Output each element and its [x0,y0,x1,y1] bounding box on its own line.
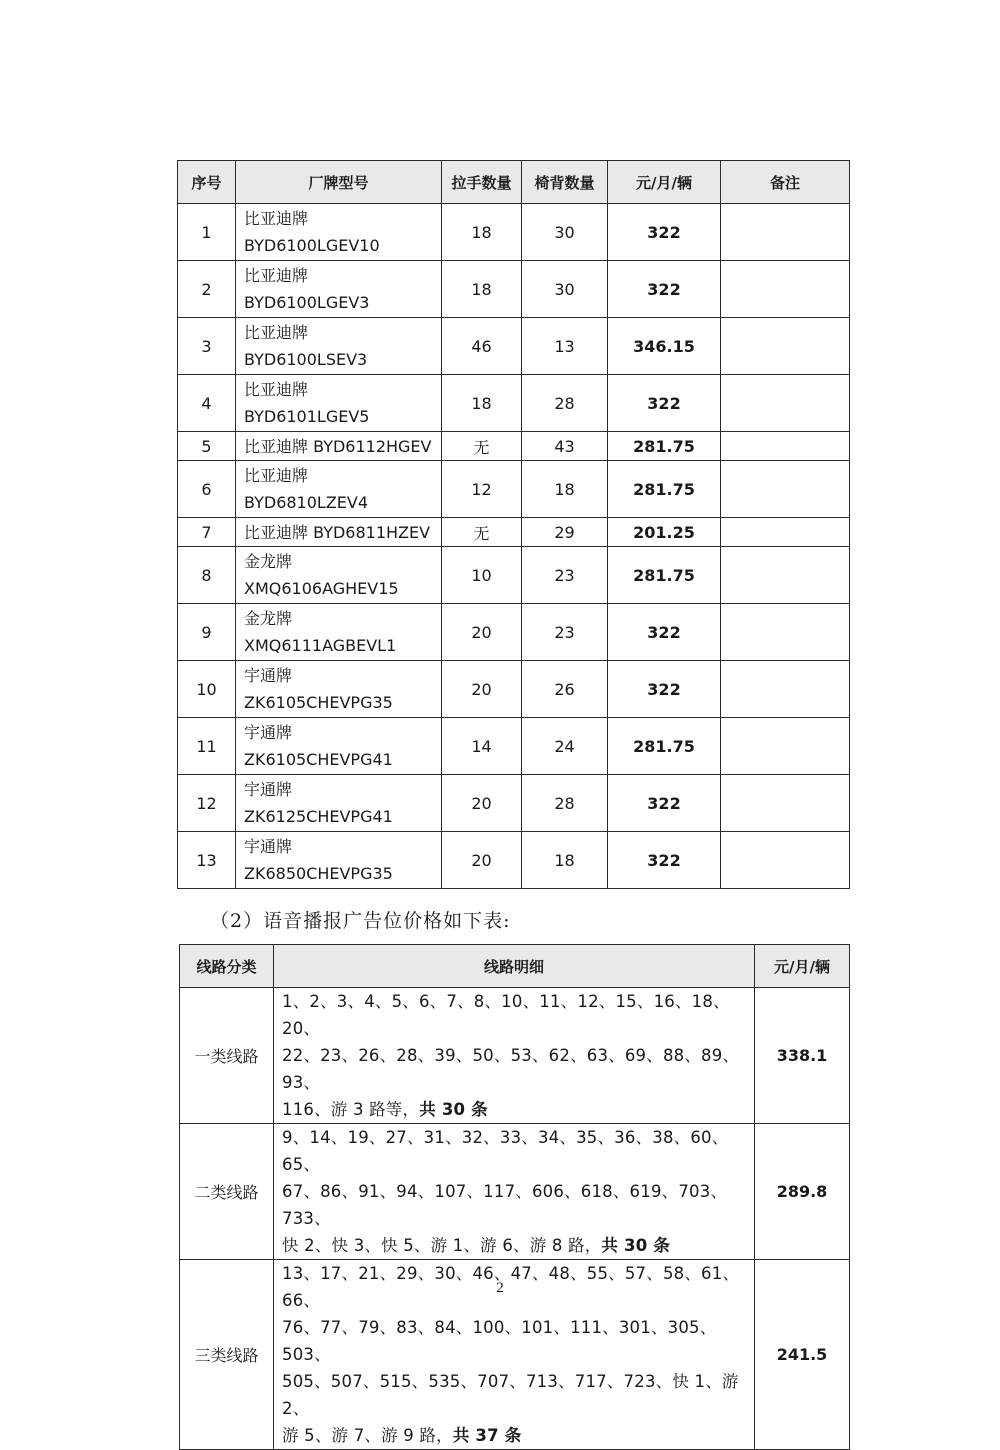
price-cell: 281.75 [608,718,721,775]
header-cell: 元/月/辆 [755,945,850,988]
table-row [178,547,850,604]
brand-name: 宇通牌 [244,723,293,742]
brand-name: 宇通牌 [244,837,293,856]
vehicle-price-table [177,160,850,889]
route-count: 共 30 条 [601,1236,671,1255]
header-cell: 椅背数量 [522,161,608,204]
seats-cell: 18 [522,832,608,889]
header-cell: 备注 [721,161,850,204]
handles-cell: 18 [442,261,522,318]
brand-name: 比亚迪牌 [244,209,309,228]
seats-cell: 23 [522,604,608,661]
brand-model-cell [236,775,442,832]
route-list-tail: 快 2、快 3、快 5、游 1、游 6、游 8 路， [282,1236,602,1255]
row-number-cell: 8 [178,547,236,604]
route-list-tail: 游 5、游 7、游 9 路， [282,1426,453,1445]
header-cell: 拉手数量 [442,161,522,204]
table-row [178,775,850,832]
route-category-cell: 一类线路 [180,988,274,1124]
route-count: 共 30 条 [419,1100,488,1119]
price-cell: 322 [608,775,721,832]
seats-cell: 23 [522,547,608,604]
route-list-line [282,1096,746,1123]
route-detail-cell [274,988,755,1124]
header-cell: 序号 [178,161,236,204]
brand-model-cell: 比亚迪牌 BYD6811HZEV [236,518,442,547]
route-list-line: 67、86、91、94、107、117、606、618、619、703、733、 [282,1182,728,1228]
handles-cell: 无 [442,518,522,547]
handles-cell: 无 [442,432,522,461]
header-cell: 线路明细 [274,945,755,988]
brand-name: 金龙牌 [244,609,293,628]
brand-model-cell [236,318,442,375]
model-code: BYD6810LZEV4 [244,493,369,512]
note-cell [721,204,850,261]
price-cell: 322 [608,204,721,261]
row-number-cell: 12 [178,775,236,832]
row-number-cell: 13 [178,832,236,889]
handles-cell: 20 [442,661,522,718]
handles-cell: 20 [442,604,522,661]
brand-model-cell [236,832,442,889]
price-cell: 201.25 [608,518,721,547]
route-price-table [179,944,850,1450]
price-cell: 289.8 [755,1124,850,1260]
handles-cell: 20 [442,832,522,889]
brand-name: 比亚迪牌 [244,380,309,399]
price-cell: 322 [608,261,721,318]
model-code: BYD6100LGEV10 [244,236,380,255]
route-category-cell: 二类线路 [180,1124,274,1260]
price-cell: 241.5 [755,1260,850,1450]
seats-cell: 30 [522,204,608,261]
price-cell: 281.75 [608,547,721,604]
note-cell [721,518,850,547]
route-list-line: 13、17、21、29、30、46、47、48、55、57、58、61、66、 [282,1264,740,1310]
row-number-cell: 3 [178,318,236,375]
row-number-cell: 4 [178,375,236,432]
row-number-cell: 5 [178,432,236,461]
note-cell [721,261,850,318]
brand-name: 宇通牌 [244,666,293,685]
brand-name: 宇通牌 [244,780,293,799]
brand-model-cell [236,661,442,718]
route-list-line: 505、507、515、535、707、713、717、723、快 1、游 2、 [282,1372,739,1418]
table-row [178,204,850,261]
model-code: BYD6100LSEV3 [244,350,368,369]
seats-cell: 28 [522,375,608,432]
brand-name: 金龙牌 [244,552,293,571]
route-list-line [282,1422,746,1449]
seats-cell: 28 [522,775,608,832]
table-row [178,318,850,375]
row-number-cell: 10 [178,661,236,718]
route-list-line: 1、2、3、4、5、6、7、8、10、11、12、15、16、18、20、 [282,992,730,1038]
brand-model-cell [236,547,442,604]
model-code: ZK6105CHEVPG35 [244,693,393,712]
seats-cell: 29 [522,518,608,547]
table-row [178,718,850,775]
brand-model-cell [236,261,442,318]
section-caption: （2）语音播报广告位价格如下表: [210,910,511,932]
price-cell: 281.75 [608,432,721,461]
seats-cell: 24 [522,718,608,775]
price-cell: 346.15 [608,318,721,375]
brand-model-cell [236,461,442,518]
row-number-cell: 6 [178,461,236,518]
table-row [178,432,850,461]
table-row [178,604,850,661]
route-detail-cell [274,1124,755,1260]
price-cell: 322 [608,832,721,889]
handles-cell: 12 [442,461,522,518]
route-list-line: 9、14、19、27、31、32、33、34、35、36、38、60、65、 [282,1128,729,1174]
row-number-cell: 1 [178,204,236,261]
table-row [178,461,850,518]
model-code: ZK6850CHEVPG35 [244,864,393,883]
note-cell [721,318,850,375]
table-header-row [180,945,850,988]
model-code: ZK6125CHEVPG41 [244,807,393,826]
note-cell [721,547,850,604]
note-cell [721,432,850,461]
route-category-cell: 三类线路 [180,1260,274,1450]
table-row [178,518,850,547]
route-list-tail: 116、游 3 路等， [282,1100,420,1119]
table-row [178,661,850,718]
note-cell [721,775,850,832]
note-cell [721,832,850,889]
brand-model-cell [236,204,442,261]
seats-cell: 26 [522,661,608,718]
note-cell [721,661,850,718]
row-number-cell: 9 [178,604,236,661]
table-row [178,261,850,318]
note-cell [721,604,850,661]
brand-name: 比亚迪牌 [244,266,309,285]
brand-model-cell [236,604,442,661]
model-code: ZK6105CHEVPG41 [244,750,393,769]
brand-model-cell [236,718,442,775]
note-cell [721,461,850,518]
model-code: BYD6101LGEV5 [244,407,370,426]
route-list-line [282,1232,746,1259]
note-cell [721,718,850,775]
route-list-line: 76、77、79、83、84、100、101、111、301、305、503、 [282,1318,717,1364]
header-cell: 厂牌型号 [236,161,442,204]
handles-cell: 14 [442,718,522,775]
page-number: 2 [496,1280,504,1296]
price-cell: 322 [608,604,721,661]
header-cell: 元/月/辆 [608,161,721,204]
header-cell: 线路分类 [180,945,274,988]
table-header-row [178,161,850,204]
note-cell [721,375,850,432]
row-number-cell: 2 [178,261,236,318]
table-row [180,988,850,1124]
row-number-cell: 7 [178,518,236,547]
price-cell: 338.1 [755,988,850,1124]
price-cell: 281.75 [608,461,721,518]
route-count: 共 37 条 [452,1426,522,1445]
seats-cell: 13 [522,318,608,375]
row-number-cell: 11 [178,718,236,775]
model-code: BYD6100LGEV3 [244,293,370,312]
price-cell: 322 [608,375,721,432]
seats-cell: 30 [522,261,608,318]
handles-cell: 18 [442,204,522,261]
brand-model-cell: 比亚迪牌 BYD6112HGEV [236,432,442,461]
brand-name: 比亚迪牌 [244,323,309,342]
model-code: XMQ6111AGBEVL1 [244,636,397,655]
handles-cell: 20 [442,775,522,832]
brand-model-cell [236,375,442,432]
seats-cell: 18 [522,461,608,518]
brand-name: 比亚迪牌 [244,466,309,485]
model-code: XMQ6106AGHEV15 [244,579,399,598]
handles-cell: 18 [442,375,522,432]
seats-cell: 43 [522,432,608,461]
handles-cell: 10 [442,547,522,604]
table-row [180,1124,850,1260]
table-row [178,832,850,889]
price-cell: 322 [608,661,721,718]
handles-cell: 46 [442,318,522,375]
table-row [178,375,850,432]
route-list-line: 22、23、26、28、39、50、53、62、63、69、88、89、93、 [282,1046,740,1092]
